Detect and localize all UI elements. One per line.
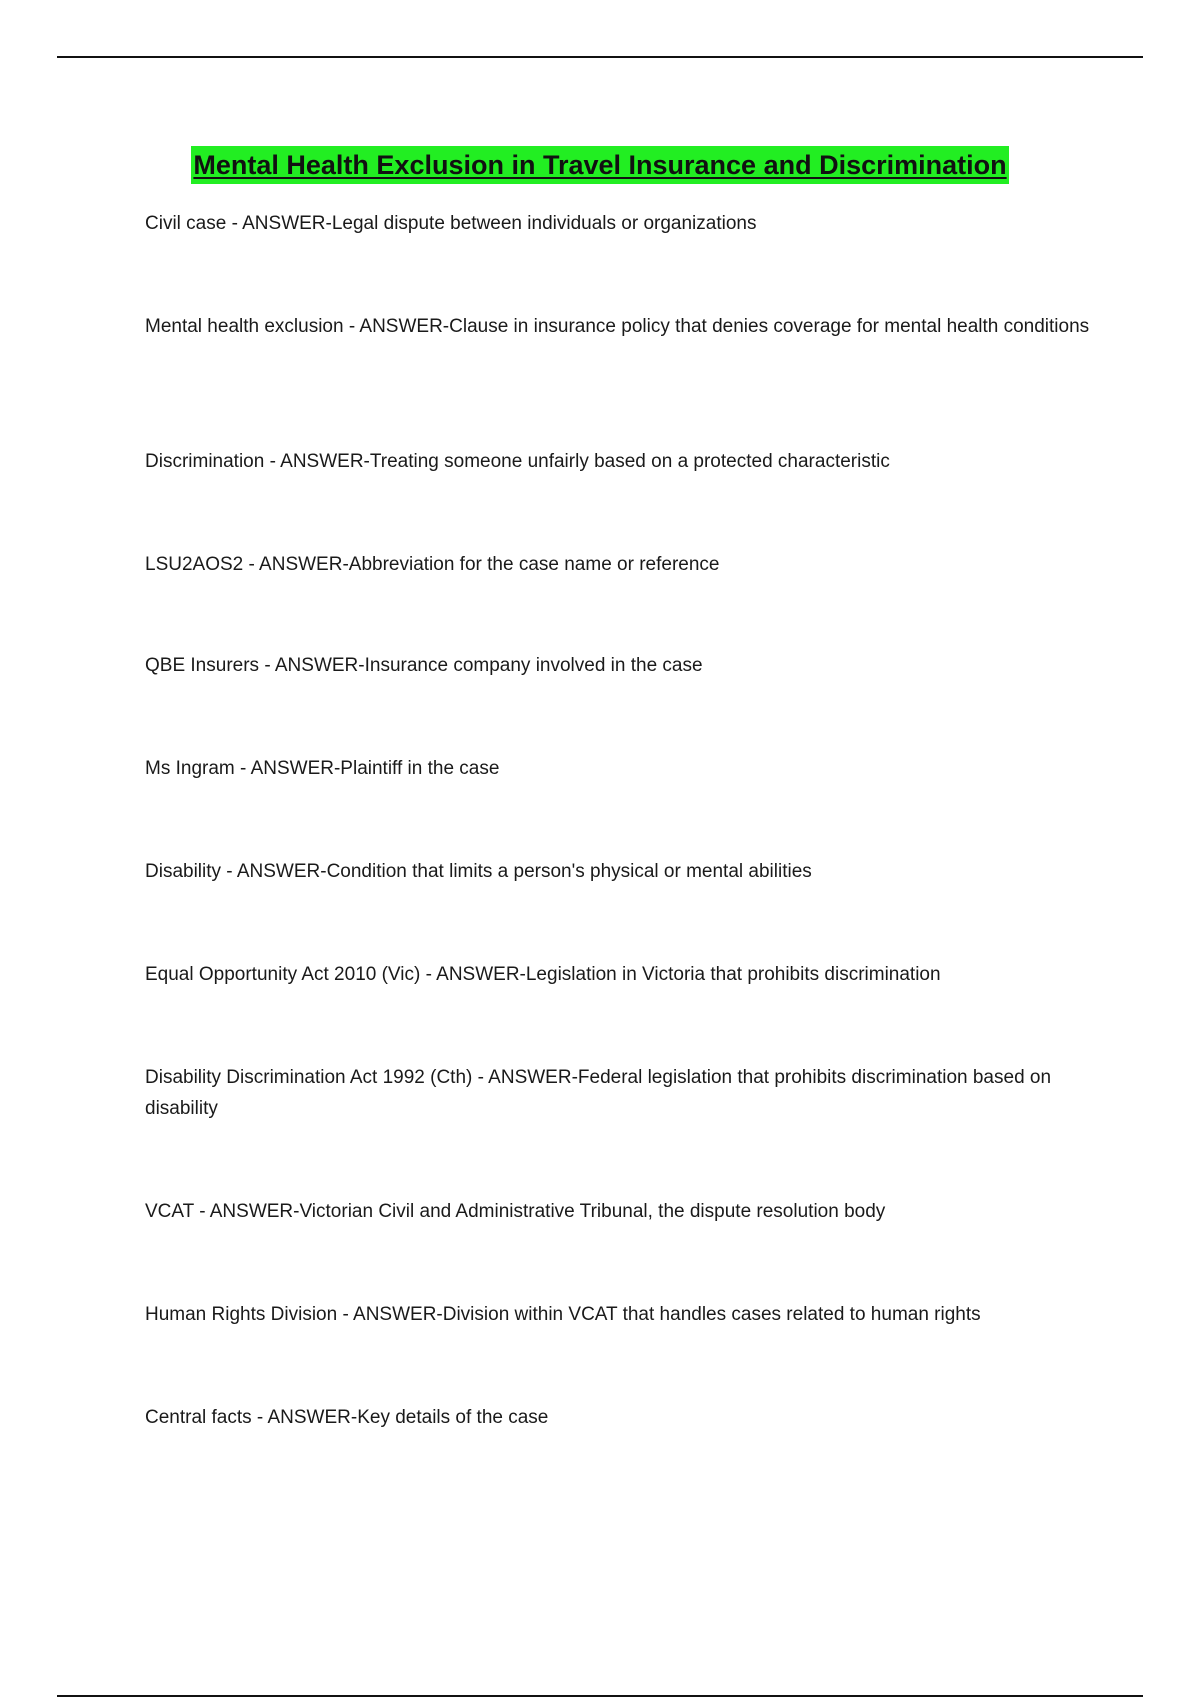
qa-entry-mental-health-exclusion: Mental health exclusion - ANSWER-Clause in insurance policy that denies coverage for mental health conditions — [145, 316, 1090, 337]
qa-entry-civil-case: Civil case - ANSWER-Legal dispute between individuals or organizations — [145, 213, 757, 234]
qa-entry-vcat: VCAT - ANSWER-Victorian Civil and Administrative Tribunal, the dispute resolution body — [145, 1201, 886, 1222]
document-title: Mental Health Exclusion in Travel Insurance and Discrimination — [191, 146, 1008, 184]
qa-entry-equal-opportunity-act: Equal Opportunity Act 2010 (Vic) - ANSWER-Legislation in Victoria that prohibits discrimination — [145, 964, 941, 985]
bottom-rule — [57, 1695, 1143, 1697]
qa-entry-ms-ingram: Ms Ingram - ANSWER-Plaintiff in the case — [145, 758, 500, 779]
title-container — [0, 146, 1200, 184]
qa-entry-central-facts: Central facts - ANSWER-Key details of the case — [145, 1407, 549, 1428]
qa-entry-qbe-insurers: QBE Insurers - ANSWER-Insurance company involved in the case — [145, 655, 703, 676]
qa-entry-disability-discrimination-act: Disability Discrimination Act 1992 (Cth) - ANSWER-Federal legislation that prohibits discrimination based on disability — [145, 1067, 1052, 1119]
qa-entry-human-rights-division: Human Rights Division - ANSWER-Division within VCAT that handles cases related to human rights — [145, 1304, 981, 1325]
top-rule — [57, 56, 1143, 58]
qa-entry-discrimination: Discrimination - ANSWER-Treating someone unfairly based on a protected characteristic — [145, 451, 890, 472]
qa-entry-lsu2aos2: LSU2AOS2 - ANSWER-Abbreviation for the case name or reference — [145, 554, 720, 575]
qa-entry-disability: Disability - ANSWER-Condition that limits a person's physical or mental abilities — [145, 861, 812, 882]
